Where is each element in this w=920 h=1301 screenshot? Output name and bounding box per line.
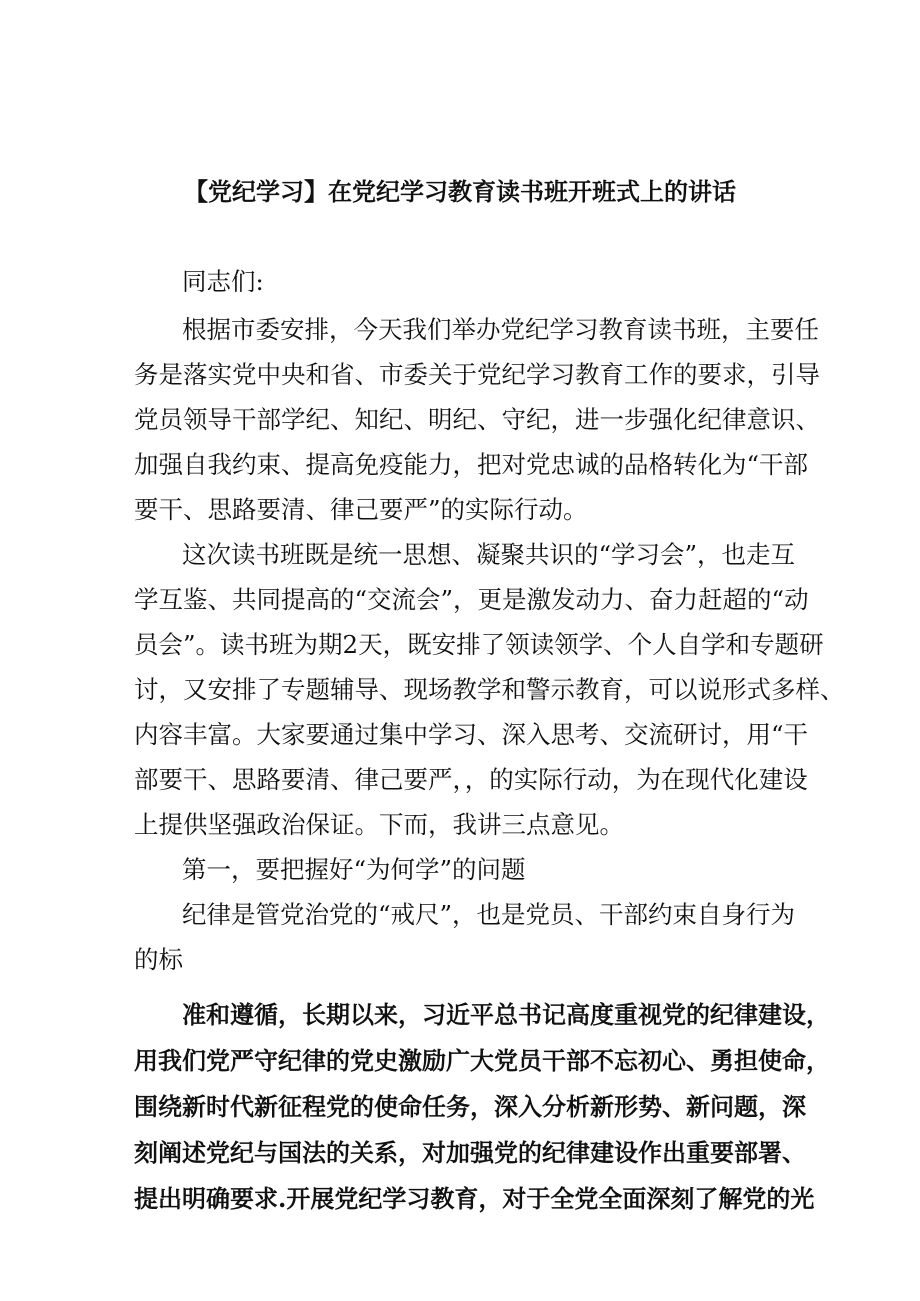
- paragraph-line: 讨，又安排了专题辅导、现场教学和警示教育，可以说形式多样、: [134, 675, 845, 704]
- paragraph-line: 学互鉴、共同提高的“交流会”，更是激发动力、奋力赶超的“动: [134, 585, 809, 614]
- bold-paragraph-line: 围绕新时代新征程党的使命任务，深入分析新形势、新问题，深: [134, 1092, 806, 1121]
- paragraph-line: 的标: [134, 945, 183, 974]
- bold-paragraph-line: 用我们党严守纪律的党史激励广大党员干部不忘初心、勇担使命，: [134, 1046, 830, 1075]
- document-title: 【党纪学习】在党纪学习教育读书班开班式上的讲话: [184, 177, 736, 206]
- salutation: 同志们:: [182, 267, 264, 296]
- paragraph-line: 党员领导干部学纪、知纪、明纪、守纪，进一步强化纪律意识、: [134, 405, 820, 434]
- bold-paragraph-line: 刻阐述党纪与国法的关系，对加强党的纪律建设作出重要部署、: [134, 1138, 806, 1167]
- paragraph-line: 上提供坚强政治保证。下而，我讲三点意见。: [134, 810, 624, 839]
- paragraph-line: 要干、思路要清、律己要严”的实际行动。: [134, 495, 588, 524]
- paragraph-line: 根据市委安排，今天我们举办党纪学习教育读书班，主要任: [182, 315, 819, 344]
- paragraph-line: 纪律是管党治党的“戒尺”，也是党员、干部约束自身行为: [182, 900, 796, 929]
- paragraph-line: 内容丰富。大家要通过集中学习、深入思考、交流研讨，用“干: [134, 720, 809, 749]
- bold-paragraph-line: 提出明确要求.开展党纪学习教育，对于全党全面深刻了解党的光: [134, 1184, 815, 1213]
- bold-paragraph-line: 准和遵循，长期以来，习近平总书记高度重视党的纪律建设，: [182, 1000, 830, 1029]
- paragraph-line: 加强自我约束、提高免疫能力，把对党忠诚的品格转化为“干部: [134, 450, 809, 479]
- paragraph-line: 务是落实党中央和省、市委关于党纪学习教育工作的要求，引导: [134, 360, 820, 389]
- paragraph-line: 这次读书班既是统一思想、凝聚共识的“学习会”，也走互: [182, 540, 796, 569]
- section-heading: 第一，要把握好“为何学”的问题: [182, 855, 526, 884]
- paragraph-line: 员会”。读书班为期2天，既安排了领读领学、个人自学和专题研: [134, 630, 824, 659]
- paragraph-line: 部要干、思路要清、律己要严，，的实际行动，为在现代化建设: [134, 765, 808, 794]
